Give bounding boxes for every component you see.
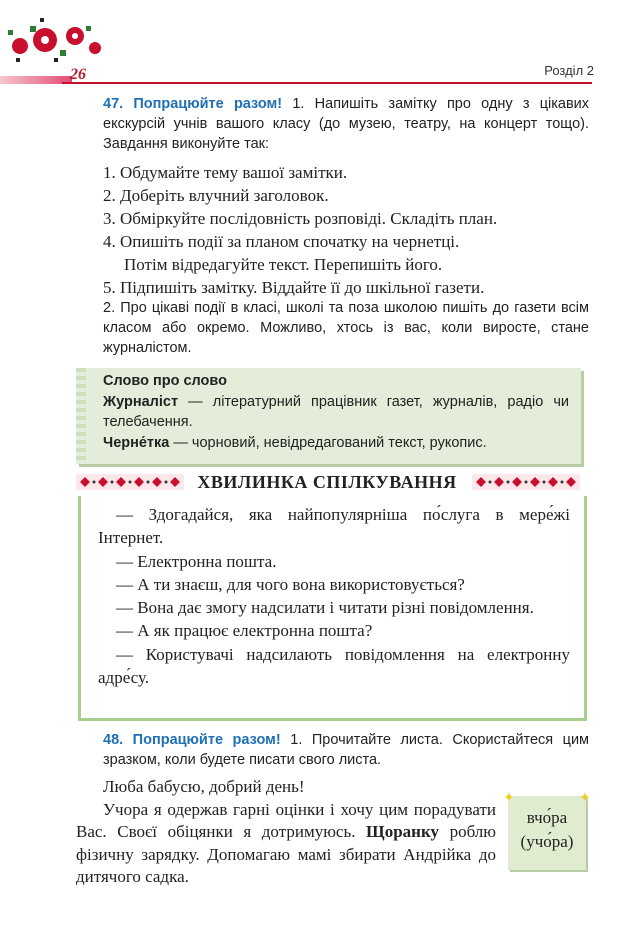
def-draft: — чорновий, невідредагований текст, рукопис. — [169, 434, 487, 451]
word-about-word-text — [103, 371, 569, 453]
task48-intro-text: 1. Прочитайте листа. Скористайтеся цим зразком, коли будете писати свого листа. — [103, 732, 590, 768]
list-item: 1. Обдумайте тему вашої замітки. — [103, 163, 348, 182]
stress-note — [508, 796, 586, 870]
list-item: 5. Підпишіть замітку. Віддайте її до шкільної газети. — [103, 278, 485, 297]
letter-paragraph: Учора я одержав гарні оцінки і хочу цим порадувати Вас. Своєї обіцянки я дотримуюсь. — [76, 799, 496, 841]
sparkle-icon: ✦ — [503, 789, 515, 805]
letter-greeting: Люба бабусю, добрий день! — [103, 777, 305, 796]
task47-intro-text: 1. Напишіть замітку про одну з цікавих екскурсій учнів вашого класу (до музею, театру, на концерт тощо). Завдання виконуйте так: — [103, 96, 590, 152]
letter-paragraph-cont: роблю фізичну зарядку. Допомагаю мамі збирати Андрійка до дитячого садка. — [76, 822, 496, 886]
list-item: 3. Обміркуйте послідовність розповіді. Складіть план. — [103, 209, 498, 228]
task48-intro — [103, 730, 589, 770]
section-label: Розділ 2 — [544, 63, 594, 78]
list-item: 2. Доберіть влучний заголовок. — [103, 186, 329, 205]
minute-title: ХВИЛИНКА СПІЛКУВАННЯ — [197, 472, 457, 492]
letter-bold-word: Щоранку — [366, 822, 440, 841]
list-item: 4. Опишіть події за планом спочатку на чернетці. — [103, 232, 460, 251]
note-word: вчо́ра — [526, 808, 568, 827]
word-box-stripe — [76, 368, 86, 464]
term-journalist: Журналіст — [103, 393, 179, 410]
task47-title: 47. Попрацюйте разом! — [103, 96, 283, 112]
dialog-line: — Здогадайся, яка найпопулярніша по́слуга в мере́жі Інтернет. — [98, 505, 570, 548]
task48-title: 48. Попрацюйте разом! — [103, 732, 281, 748]
dialog-line: — А як працює електронна пошта? — [116, 621, 373, 641]
embroidery-ornament-icon — [0, 8, 110, 70]
header-rule — [62, 82, 592, 84]
note-word-alt: (учо́ра) — [520, 832, 574, 851]
embroidery-strip-left-icon — [76, 474, 184, 490]
task47-intro — [103, 94, 589, 154]
task47-steps — [103, 161, 593, 299]
word-box-title: Слово про слово — [103, 373, 227, 389]
embroidery-strip-right-icon — [472, 474, 580, 490]
sparkle-icon: ✦ — [579, 789, 591, 805]
list-item: Потім відредагуйте текст. Перепишіть його. — [124, 255, 443, 274]
definition-journalist — [103, 392, 569, 433]
task47-part2: 2. Про цікаві події в класі, школі та поза школою пишіть до газети всім класом або окремо. Можливо, хтось із вас, коли виросте, стане журналістом. — [103, 300, 589, 356]
letter-text — [76, 776, 496, 889]
dialog-line: — Електронна пошта. — [116, 551, 277, 571]
dialog-text — [98, 503, 570, 689]
letter-body — [76, 799, 496, 889]
page-number: 26 — [70, 66, 86, 83]
dialog-line: — Вона дає змогу надсилати і читати різні повідомлення. — [116, 598, 534, 618]
dialog-line: — А ти знаєш, для чого вона використовується? — [116, 574, 465, 594]
definition-draft — [103, 433, 569, 454]
term-draft: Черне́тка — [103, 434, 170, 451]
def-journalist: — літературний працівник газет, журналів, радіо чи телебачення. — [103, 393, 569, 430]
dialog-line: — Користувачі надсилають повідомлення на електронну адре́су. — [98, 644, 570, 688]
